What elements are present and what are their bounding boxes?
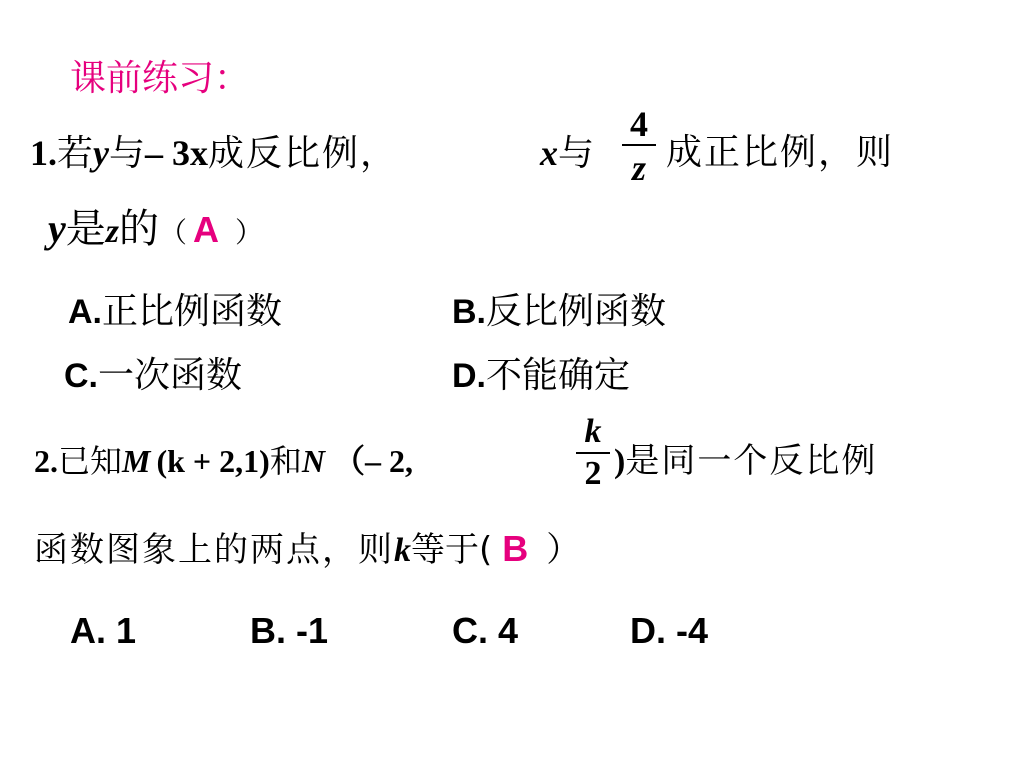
q2-N-open: （– 2, bbox=[332, 443, 413, 479]
q2-fraction-numerator: k bbox=[584, 413, 602, 450]
q1-option-c-letter: C. bbox=[64, 357, 98, 395]
q1-fraction-4-over-z bbox=[622, 104, 656, 190]
q1-option-b-text: 反比例函数 bbox=[486, 291, 667, 332]
q1-x-yu bbox=[540, 130, 594, 177]
question-1-line-1 bbox=[30, 130, 398, 177]
q1-paren-open: （ bbox=[159, 216, 188, 249]
q1-paren-close: ） bbox=[235, 216, 264, 249]
q1-line2-text-shi: 是 bbox=[65, 206, 106, 252]
q2-M-coords: (k + 2,1) bbox=[156, 443, 270, 479]
q2-option-d: D. -4 bbox=[630, 610, 709, 651]
q1-option-b-letter: B. bbox=[452, 293, 486, 331]
q1-option-a bbox=[68, 283, 282, 334]
q2-option-c: C. 4 bbox=[452, 610, 519, 651]
question-2-number: 2. bbox=[34, 443, 58, 479]
q2-line-1-tail bbox=[614, 440, 877, 483]
q1-line2-text-de: 的 bbox=[119, 206, 159, 252]
q1-option-c bbox=[64, 347, 242, 398]
q1-fraction-numerator: 4 bbox=[630, 104, 648, 144]
q1-var-x: x bbox=[540, 133, 558, 173]
q2-text-rest: 是同一个反比例 bbox=[625, 441, 878, 481]
section-heading: 课前练习： bbox=[70, 58, 251, 99]
q2-line2-text-dengyu: 等于 bbox=[411, 530, 479, 570]
q1-text-yu2: 与 bbox=[558, 133, 595, 174]
q2-option-b: B. -1 bbox=[250, 610, 329, 651]
q1-expr-minus3x: – 3x bbox=[145, 133, 209, 173]
q2-text-yizhi: 已知 bbox=[58, 442, 123, 480]
q1-option-d-text: 不能确定 bbox=[486, 355, 631, 396]
q1-line2-var-z: z bbox=[105, 213, 119, 250]
q2-paren-close: ） bbox=[546, 530, 581, 570]
q1-answer: A bbox=[193, 209, 220, 250]
q2-var-N: N bbox=[301, 443, 325, 479]
q2-line2-var-k: k bbox=[394, 532, 411, 569]
q1-text-ruo: 若 bbox=[57, 133, 94, 174]
q1-option-a-text: 正比例函数 bbox=[102, 291, 283, 332]
question-2-line-2 bbox=[34, 527, 580, 573]
q1-option-d-letter: D. bbox=[452, 357, 486, 395]
q1-text-direct: 成正比例，则 bbox=[666, 132, 895, 173]
question-1-number: 1. bbox=[30, 133, 57, 173]
q1-option-d bbox=[452, 347, 630, 398]
q2-fraction-denominator: 2 bbox=[584, 455, 602, 492]
q2-paren-open: ( bbox=[479, 530, 493, 570]
q2-line2-text: 函数图象上的两点，则 bbox=[34, 530, 394, 570]
q2-N-close: ) bbox=[614, 443, 626, 480]
q2-fraction-k-over-2 bbox=[576, 412, 610, 494]
q1-text-yu: 与 bbox=[109, 133, 146, 174]
q2-var-M: M bbox=[122, 443, 151, 479]
q1-option-a-letter: A. bbox=[68, 293, 102, 331]
q2-option-a: A. 1 bbox=[70, 610, 137, 651]
q1-option-c-text: 一次函数 bbox=[98, 355, 243, 396]
q1-fraction-denominator: z bbox=[631, 148, 646, 188]
q2-text-he: 和 bbox=[269, 442, 302, 480]
q2-answer: B bbox=[502, 528, 529, 569]
question-1-line-2 bbox=[48, 204, 263, 258]
q1-option-b bbox=[452, 283, 666, 334]
q1-var-y: y bbox=[93, 133, 109, 173]
question-2-line-1 bbox=[34, 440, 413, 482]
q1-text-inverse: 成反比例， bbox=[208, 133, 399, 174]
q1-line2-var-y: y bbox=[48, 206, 66, 251]
